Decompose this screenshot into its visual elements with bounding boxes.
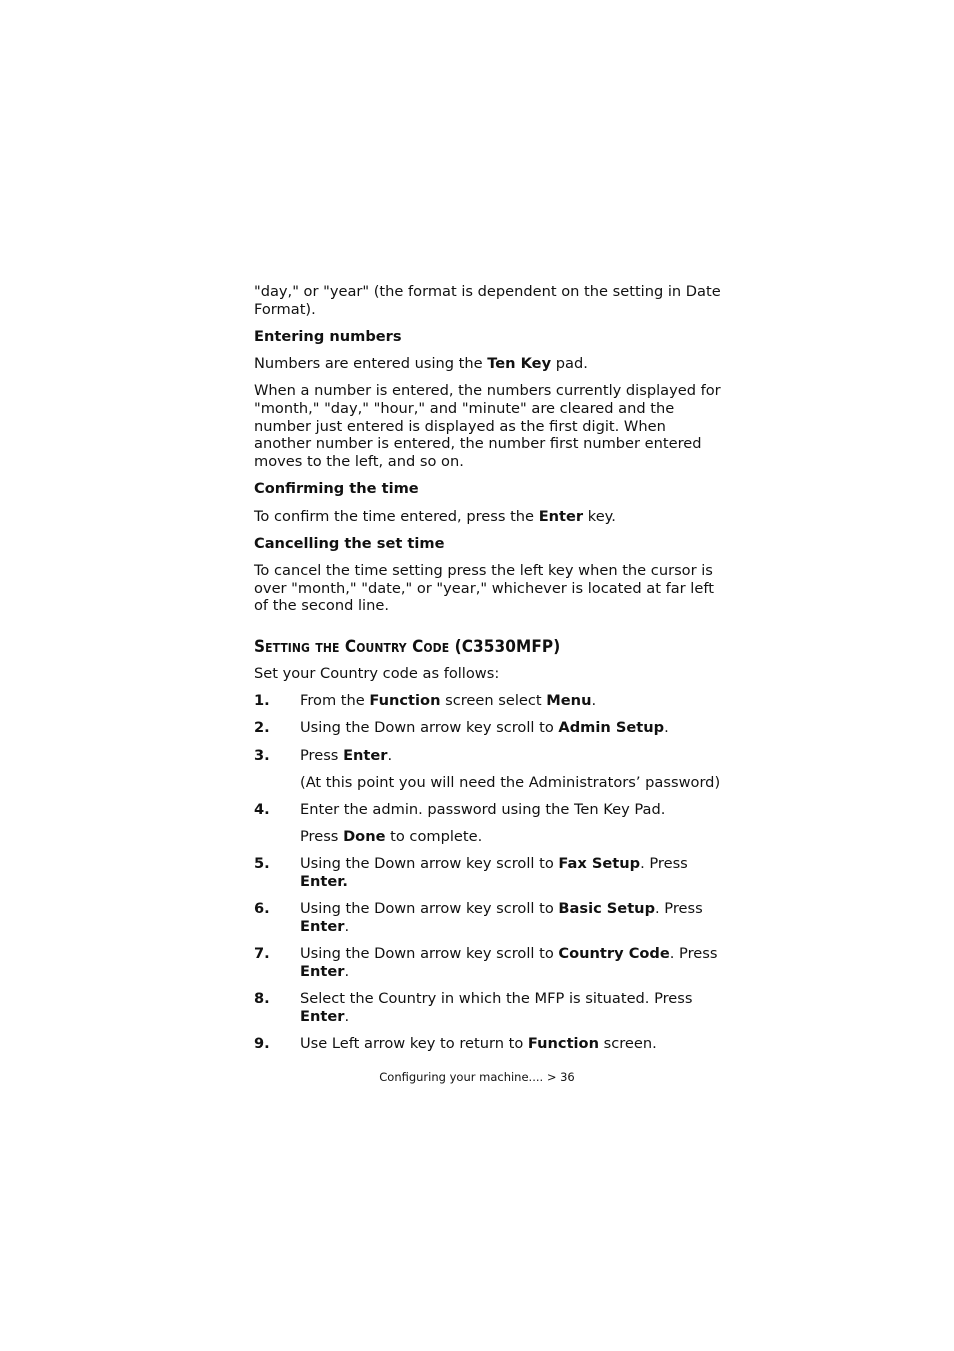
text-run: Select the Country in which the MFP is situated. Press (300, 990, 693, 1008)
text-run: screen select (440, 692, 547, 710)
admin-setup-label: Admin Setup (558, 719, 665, 737)
step-number: 3. (254, 746, 270, 764)
function-label: Function (369, 692, 441, 710)
page-footer: Configuring your machine.... > 36 (379, 1070, 575, 1084)
function-label: Function (527, 1035, 599, 1053)
text-run: screen. (598, 1035, 657, 1053)
text-run: . (591, 692, 597, 710)
entering-numbers-text (254, 355, 724, 373)
step-text (300, 719, 724, 737)
intro-text: "day," or "year" (the format is dependent on the setting in Date Format). (254, 283, 721, 318)
text-run: . (387, 746, 393, 764)
step-2 (254, 719, 724, 737)
page-content (254, 283, 724, 1062)
text-run: Using the Down arrow key scroll to (300, 855, 559, 873)
step-4 (254, 801, 724, 819)
text-run: Using the Down arrow key scroll to (300, 945, 559, 963)
enter-label: Enter (300, 1007, 345, 1025)
country-code-label: Country Code (558, 945, 670, 963)
section-title: Setting the Country Code (C3530MFP) (254, 637, 561, 658)
fax-setup-label: Fax Setup (558, 855, 641, 873)
step-text: Enter the admin. password using the Ten Key Pad. (300, 801, 666, 819)
step-number: 5. (254, 855, 270, 873)
step-text (300, 945, 724, 980)
step-3-note: (At this point you will need the Administrators’ password) (300, 773, 721, 791)
cancelling-time-text: To cancel the time setting press the left key when the cursor is over "month," "date," or "year," whichever is located at far left of the second line. (254, 561, 714, 615)
text-run: Press (300, 828, 344, 846)
enter-label: Enter (343, 746, 388, 764)
text-run: pad. (551, 355, 588, 373)
step-6 (254, 900, 724, 935)
step-3 (254, 747, 724, 765)
step-number: 6. (254, 900, 270, 918)
ten-key-label: Ten Key (487, 355, 552, 373)
enter-key-label: Enter (538, 507, 584, 525)
text-run: . (344, 962, 350, 980)
text-run: key. (583, 507, 616, 525)
step-text (300, 692, 724, 710)
enter-label: Enter (300, 962, 345, 980)
step-text (300, 747, 724, 765)
text-run: . Press (640, 855, 688, 873)
text-run: . Press (669, 945, 718, 963)
confirming-time-text (254, 508, 724, 526)
text-run: . (344, 1007, 350, 1025)
section-intro: Set your Country code as follows: (254, 665, 500, 683)
basic-setup-label: Basic Setup (558, 900, 656, 918)
enter-label: Enter (300, 918, 345, 936)
text-run: Press (300, 746, 344, 764)
step-number: 8. (254, 990, 270, 1008)
entering-numbers-heading: Entering numbers (254, 327, 402, 345)
step-4-note (300, 828, 724, 846)
step-5 (254, 855, 724, 890)
step-1 (254, 692, 724, 710)
step-number: 9. (254, 1035, 270, 1053)
step-number: 4. (254, 801, 270, 819)
cancelling-time-heading: Cancelling the set time (254, 534, 445, 552)
menu-label: Menu (546, 692, 592, 710)
text-run: From the (300, 692, 370, 710)
text-run: Numbers are entered using the (254, 355, 488, 373)
step-8 (254, 990, 724, 1025)
done-label: Done (343, 828, 386, 846)
step-text (300, 900, 724, 935)
text-run: Using the Down arrow key scroll to (300, 900, 559, 918)
step-number: 7. (254, 945, 270, 963)
step-number: 2. (254, 719, 270, 737)
confirming-time-heading: Confirming the time (254, 480, 419, 498)
text-run: . (664, 719, 669, 737)
text-run: Using the Down arrow key scroll to (300, 719, 559, 737)
enter-label: Enter. (300, 873, 348, 891)
step-text (300, 855, 724, 890)
step-text (300, 990, 724, 1025)
step-number: 1. (254, 692, 270, 710)
text-run: to complete. (385, 828, 483, 846)
entering-numbers-detail: When a number is entered, the numbers currently displayed for "month," "day," "hour," and "minute" are cleared and the number just entered is displayed as the first digit. When another number is entered, the number first number entered moves to the left, and so on. (254, 382, 721, 471)
step-9 (254, 1035, 724, 1053)
step-7 (254, 945, 724, 980)
text-run: . Press (655, 900, 703, 918)
text-run: To confirm the time entered, press the (254, 507, 539, 525)
text-run: . (344, 918, 350, 936)
step-text (300, 1035, 724, 1053)
text-run: Use Left arrow key to return to (300, 1035, 528, 1053)
